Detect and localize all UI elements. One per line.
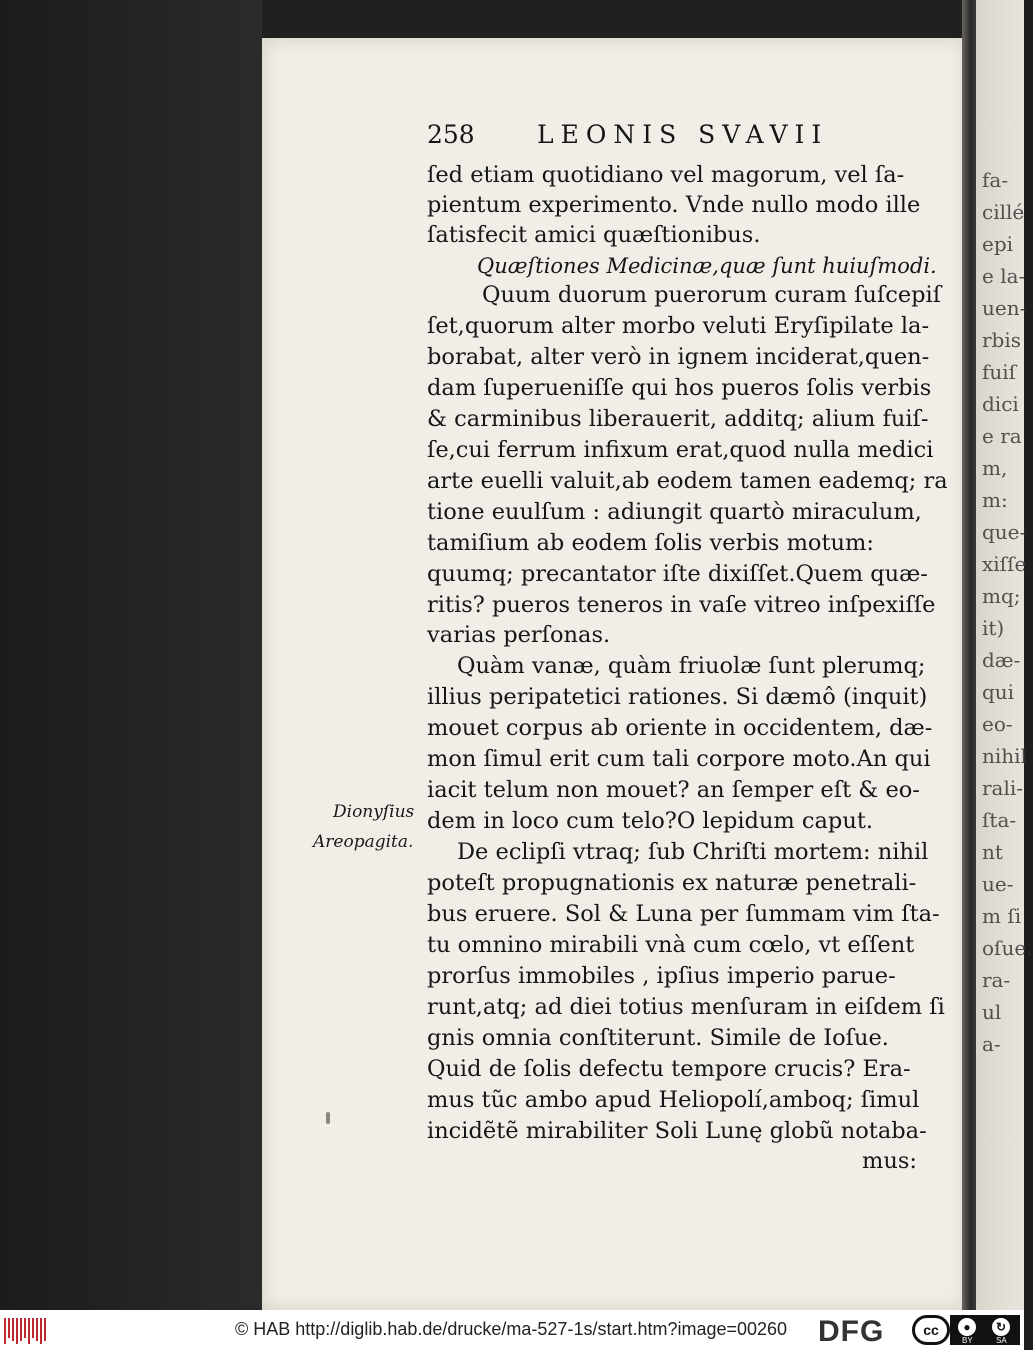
hab-logo-bar	[8, 1318, 10, 1338]
text-line: varias perſonas.	[427, 622, 611, 648]
text-line: Quæſtiones Medicinæ,quæ ſunt huiuſmodi.	[477, 254, 937, 278]
text-line: arte euelli valuit,ab eodem tamen eademq; ra	[427, 468, 948, 494]
text-line: mus:	[862, 1148, 917, 1174]
sa-label: SA	[996, 1336, 1007, 1345]
text-line: pientum experimento. Vnde nullo modo ille	[427, 192, 921, 218]
adjacent-page-fragment: mq;	[982, 584, 1021, 608]
text-line: dam ſuperueniſſe qui hos pueros ſolis verbis	[427, 375, 932, 401]
text-line: incidẽtẽ mirabiliter Soli Lunę globũ notaba-	[427, 1118, 927, 1144]
adjacent-page-fragment: a-	[982, 1032, 1001, 1056]
text-line: tione euulſum : adiungit quartò miraculum,	[427, 499, 922, 525]
adjacent-page-fragment: m ſi	[982, 904, 1022, 928]
text-line: tu omnino mirabili vnà cum cœlo, vt eſſent	[427, 932, 915, 958]
text-line: Quum duorum puerorum curam ſuſcepiſ	[482, 282, 942, 308]
adjacent-page-fragment: ul	[982, 1000, 1002, 1024]
by-person-icon: ●	[958, 1318, 976, 1336]
text-line: ritis? pueros teneros in vaſe vitreo inſpexiſſe	[427, 592, 936, 618]
text-line: dem in loco cum telo?O lepidum caput.	[427, 808, 874, 834]
adjacent-page-fragment: eo-	[982, 712, 1013, 736]
adjacent-page-fragment: cillé	[982, 200, 1025, 224]
text-line: tamiſium ab eodem ſolis verbis motum:	[427, 530, 874, 556]
adjacent-page-fragment: dici	[982, 392, 1019, 416]
text-line: illius peripatetici rationes. Si dæmô (inquit)	[427, 684, 928, 710]
cc-license-icon: cc	[912, 1315, 950, 1345]
text-line: ſed etiam quotidiano vel magorum, vel ſa-	[427, 162, 905, 188]
text-line: runt,atq; ad diei totius menſuram in eiſdem ſi	[427, 994, 945, 1020]
by-label: BY	[962, 1336, 973, 1345]
hab-logo-bar	[44, 1318, 46, 1341]
adjacent-page-edge	[976, 0, 1033, 1310]
text-line: quumq; precantator iſte dixiſſet.Quem quæ-	[427, 561, 928, 587]
margin-note-areopagita: Areopagita.	[313, 832, 414, 852]
adjacent-page-fragment: m,	[982, 456, 1008, 480]
paper-speck	[326, 1112, 330, 1124]
adjacent-page-fragment: fa-	[982, 168, 1009, 192]
text-line: iacit telum non mouet? an ſemper eſt & eo-	[427, 777, 920, 803]
adjacent-page-fragment: oſue.	[982, 936, 1033, 960]
adjacent-page-fragment: rali-	[982, 776, 1024, 800]
adjacent-page-fragment: nihil	[982, 744, 1027, 768]
adjacent-page-fragment: que-	[982, 520, 1027, 544]
text-line: De eclipſi vtraq; ſub Chriſti mortem: nihil	[457, 839, 929, 865]
text-line: & carminibus liberauerit, additq; alium fuiſ-	[427, 406, 929, 432]
hab-logo-bar	[16, 1318, 18, 1344]
scan-background-left	[0, 0, 262, 1310]
text-line: gnis omnia conſtiterunt. Simile de Ioſue.	[427, 1025, 889, 1051]
running-title: LEONIS SVAVII	[537, 120, 829, 149]
adjacent-page-fragment: xiſſe	[982, 552, 1027, 576]
text-line: borabat, alter verò in ignem inciderat,quen-	[427, 344, 930, 370]
text-line: prorſus immobiles , ipſius imperio parue-	[427, 963, 896, 989]
text-line: Quid de ſolis defectu tempore crucis? Era-	[427, 1056, 911, 1082]
text-line: mus tũc ambo apud Heliopolí,amboq; ſimul	[427, 1087, 920, 1113]
adjacent-page-fragment: ſta-	[982, 808, 1017, 832]
copyright-url[interactable]: © HAB http://diglib.hab.de/drucke/ma-527-1s/start.htm?image=00260	[235, 1319, 788, 1339]
hab-logo-bar	[40, 1318, 42, 1344]
adjacent-page-fragment: uen-	[982, 296, 1027, 320]
hab-logo-bar	[4, 1318, 6, 1344]
hab-logo-bar	[32, 1318, 34, 1338]
adjacent-page-fragment: fuiſ	[982, 360, 1017, 384]
dfg-logo: DFG	[818, 1315, 885, 1348]
hab-logo-icon	[4, 1318, 48, 1344]
page-header	[427, 120, 927, 154]
text-line: ſatisfecit amici quæſtionibus.	[427, 222, 761, 248]
cc-by-sa-icon	[950, 1315, 1020, 1345]
text-line: mon ſimul erit cum tali corpore moto.An qui	[427, 746, 931, 772]
adjacent-page-fragment: nt	[982, 840, 1003, 864]
viewer-footer	[0, 1310, 1024, 1350]
adjacent-page-fragment: epi	[982, 232, 1014, 256]
adjacent-page-fragment: e ra	[982, 424, 1022, 448]
text-line: bus eruere. Sol & Luna per ſummam vim ſta-	[427, 901, 940, 927]
adjacent-page-fragment: ue-	[982, 872, 1014, 896]
adjacent-page-fragment: it)	[982, 616, 1005, 640]
hab-logo-bar	[36, 1318, 38, 1341]
margin-note-dionysius: Dionyſius	[333, 802, 415, 822]
text-line: ſe,cui ferrum infixum erat,quod nulla medici	[427, 437, 934, 463]
text-line: Quàm vanæ, quàm friuolæ ſunt plerumq;	[457, 653, 926, 679]
adjacent-page-fragment: m:	[982, 488, 1008, 512]
hab-logo-bar	[20, 1318, 22, 1341]
adjacent-page-fragment: ra-	[982, 968, 1011, 992]
page-number: 258	[427, 120, 475, 149]
adjacent-page-fragment: dæ-	[982, 648, 1021, 672]
text-line: poteſt propugnationis ex naturæ penetrali-	[427, 870, 917, 896]
text-line: ſet,quorum alter morbo veluti Eryſipilate la-	[427, 313, 930, 339]
text-line: mouet corpus ab oriente in occidentem, dæ-	[427, 715, 933, 741]
adjacent-page-fragment: e la-	[982, 264, 1026, 288]
hab-logo-bar	[28, 1318, 30, 1344]
hab-logo-bar	[12, 1318, 14, 1341]
hab-logo-bar	[24, 1318, 26, 1338]
adjacent-page-fragment: rbis	[982, 328, 1022, 352]
adjacent-page-fragment: qui	[982, 680, 1015, 704]
sa-share-alike-icon: ↻	[992, 1318, 1010, 1336]
